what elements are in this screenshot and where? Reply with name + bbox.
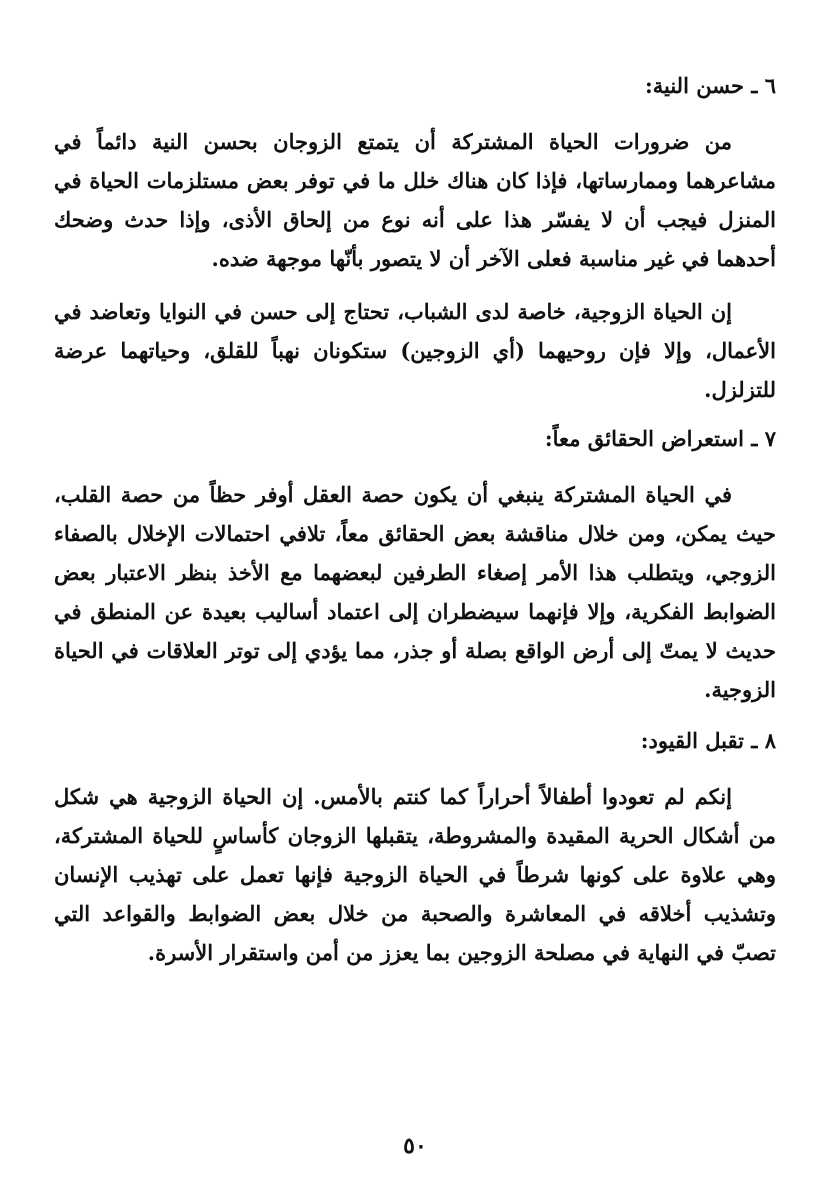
page-number: ٥٠ <box>403 1133 427 1159</box>
paragraph-good-intention-1: من ضرورات الحياة المشتركة أن يتمتع الزوجان بحسن النية دائماً في مشاعرهما وممارساتها، فإذا كان هناك خلل ما في توفر بعض مستلزمات الحياة في المنزل فيجب أن لا يفسّر هذا على أنه نوع من إلحاق الأذى، وإذا حدث وضحك أحدهما في غير مناسبة فعلى الآخر أن لا يتصور بأنّها موجهة ضده. <box>54 129 776 271</box>
paragraph-good-intention-2: إن الحياة الزوجية، خاصة لدى الشباب، تحتاج إلى حسن في النوايا وتعاضد في الأعمال، وإلا فإن روحيهما (أي الزوجين) ستكونان نهباً للقلق، وحياتهما عرضة للتزلزل. <box>54 299 776 402</box>
document-page <box>54 68 776 986</box>
section-heading-accepting-restrictions: ٨ ـ تقبل القيود: <box>640 728 776 753</box>
paragraph-accepting-restrictions-1: إنكم لم تعودوا أطفالاً أحراراً كما كنتم بالأمس. إن الحياة الزوجية هي شكل من أشكال الحرية المقيدة والمشروطة، يتقبلها الزوجان كأساسٍ للحياة المشتركة، وهي علاوة على كونها شرطاً في الحياة الزوجية فإنها تعمل على تهذيب الإنسان وتشذيب أخلاقه في المعاشرة والصحبة من خلال بعض الضوابط والقواعد التي تصبّ في النهاية في مصلحة الزوجين بما يعزز من أمن واستقرار الأسرة. <box>54 784 776 965</box>
paragraph-reviewing-facts-1: في الحياة المشتركة ينبغي أن يكون حصة العقل أوفر حظاً من حصة القلب، حيث يمكن، ومن خلال مناقشة بعض الحقائق معاً، تلافي احتمالات الإخلال بالصفاء الزوجي، ويتطلب هذا الأمر إصغاء الطرفين لبعضهما مع الأخذ بنظر الاعتبار بعض الضوابط الفكرية، وإلا فإنهما سيضطران إلى اعتماد أساليب بعيدة عن المنطق في حديث لا يمتّ إلى أرض الواقع بصلة أو جذر، مما يؤدي إلى توتر العلاقات في الحياة الزوجية. <box>54 482 776 702</box>
section-heading-reviewing-facts: ٧ ـ استعراض الحقائق معاً: <box>544 426 776 451</box>
section-heading-good-intention: ٦ ـ حسن النية: <box>645 73 776 98</box>
